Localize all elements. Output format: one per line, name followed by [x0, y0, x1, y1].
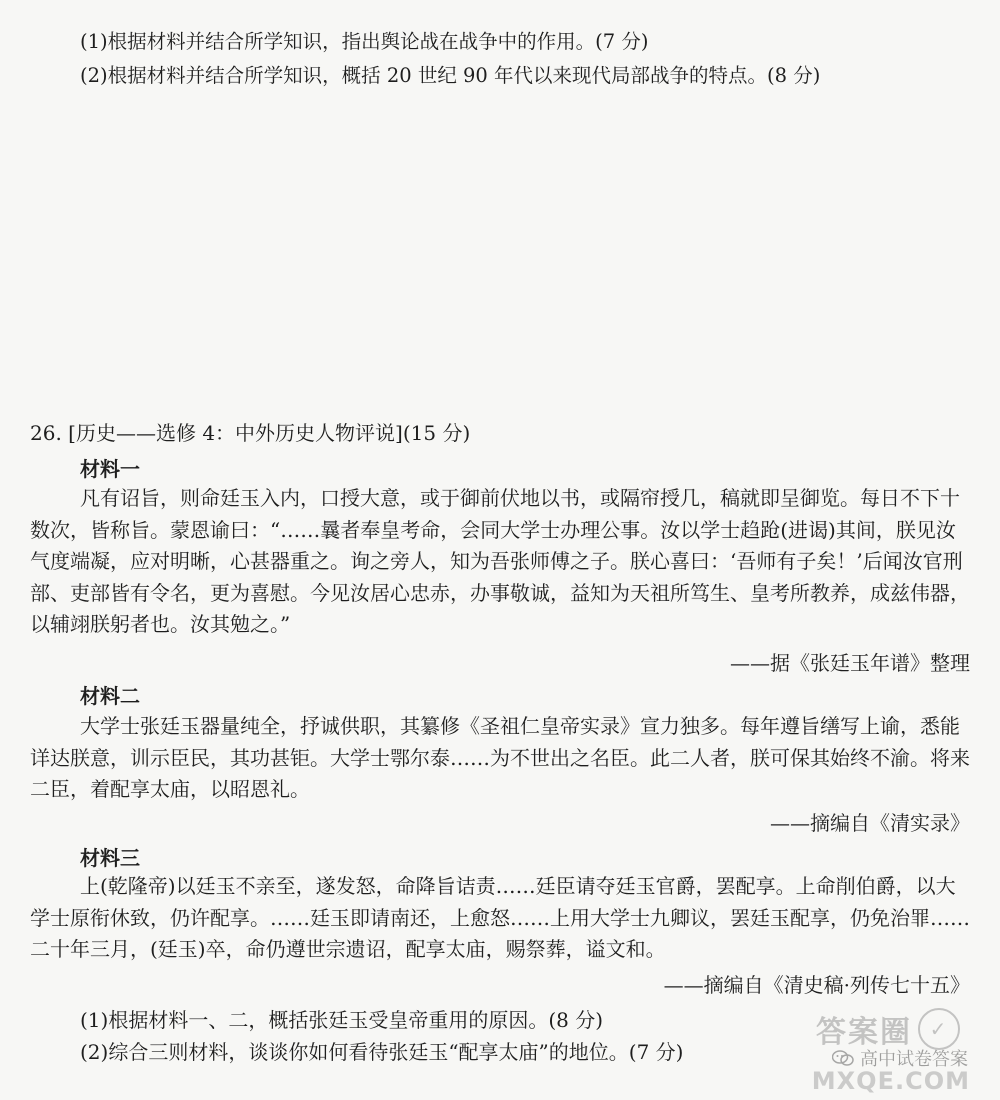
- question-26-part-2: (2)综合三则材料，谈谈你如何看待张廷玉“配享太庙”的地位。(7 分): [80, 1040, 684, 1064]
- question-26-title: 26. [历史——选修 4：中外历史人物评说](15 分): [30, 421, 471, 445]
- material-1-heading: 材料一: [80, 457, 140, 481]
- watermark-logo-text: 答案圈: [816, 1015, 912, 1050]
- material-3-text: 上(乾隆帝)以廷玉不亲至，遂发怒，命降旨诘责……廷臣请夺廷玉官爵，罢配享。上命削伯爵，以大学士原衔休致，仍许配享。……廷玉即请南还，上愈怒……上用大学士九卿议，罢廷玉配享，仍免治罪……二十年三月，(廷玉)卒，命仍遵世宗遗诏，配享太庙，赐祭葬，谥文和。: [30, 874, 970, 961]
- wechat-icon: [832, 1049, 854, 1067]
- question-26-part-1: (1)根据材料一、二，概括张廷玉受皇帝重用的原因。(8 分): [80, 1008, 604, 1032]
- watermark-account-text: 高中试卷答案: [860, 1049, 968, 1070]
- watermark-badge-icon: ✓: [918, 1008, 960, 1050]
- material-1-source: ——据《张廷玉年谱》整理: [730, 651, 970, 675]
- material-2-heading: 材料二: [80, 684, 140, 708]
- material-1-text: 凡有诏旨，则命廷玉入内，口授大意，或于御前伏地以书，或隔帘授几，稿就即呈御览。每日不下十数次，皆称旨。蒙恩谕曰：“……曩者奉皇考命，会同大学士办理公事。汝以学士趋跄(进谒)其间，朕见汝气度端凝，应对明晰，心甚器重之。询之旁人，知为吾张师傅之子。朕心喜曰：‘吾师有子矣！’后闻汝官刑部、吏部皆有令名，更为喜慰。今见汝居心忠赤，办事敬诚，益知为天祖所笃生、皇考所教养，成兹伟器，以辅翊朕躬者也。汝其勉之。”: [30, 486, 970, 636]
- watermark: [748, 1001, 988, 1096]
- material-3-source: ——摘编自《清史稿·列传七十五》: [663, 973, 970, 997]
- material-3-heading: 材料三: [80, 846, 140, 870]
- material-2-source: ——摘编自《清实录》: [770, 811, 970, 835]
- watermark-url: MXQE.COM: [811, 1067, 970, 1095]
- prev-question-2: (2)根据材料并结合所学知识，概括 20 世纪 90 年代以来现代局部战争的特点。(8 分): [80, 64, 821, 87]
- prev-question-1: (1)根据材料并结合所学知识，指出舆论战在战争中的作用。(7 分): [80, 30, 649, 53]
- material-2-text: 大学士张廷玉器量纯全，抒诚供职，其纂修《圣祖仁皇帝实录》宣力独多。每年遵旨缮写上谕，悉能详达朕意，训示臣民，其功甚钜。大学士鄂尔泰……为不世出之名臣。此二人者，朕可保其始终不渝。将来二臣，着配享太庙，以昭恩礼。: [30, 714, 970, 801]
